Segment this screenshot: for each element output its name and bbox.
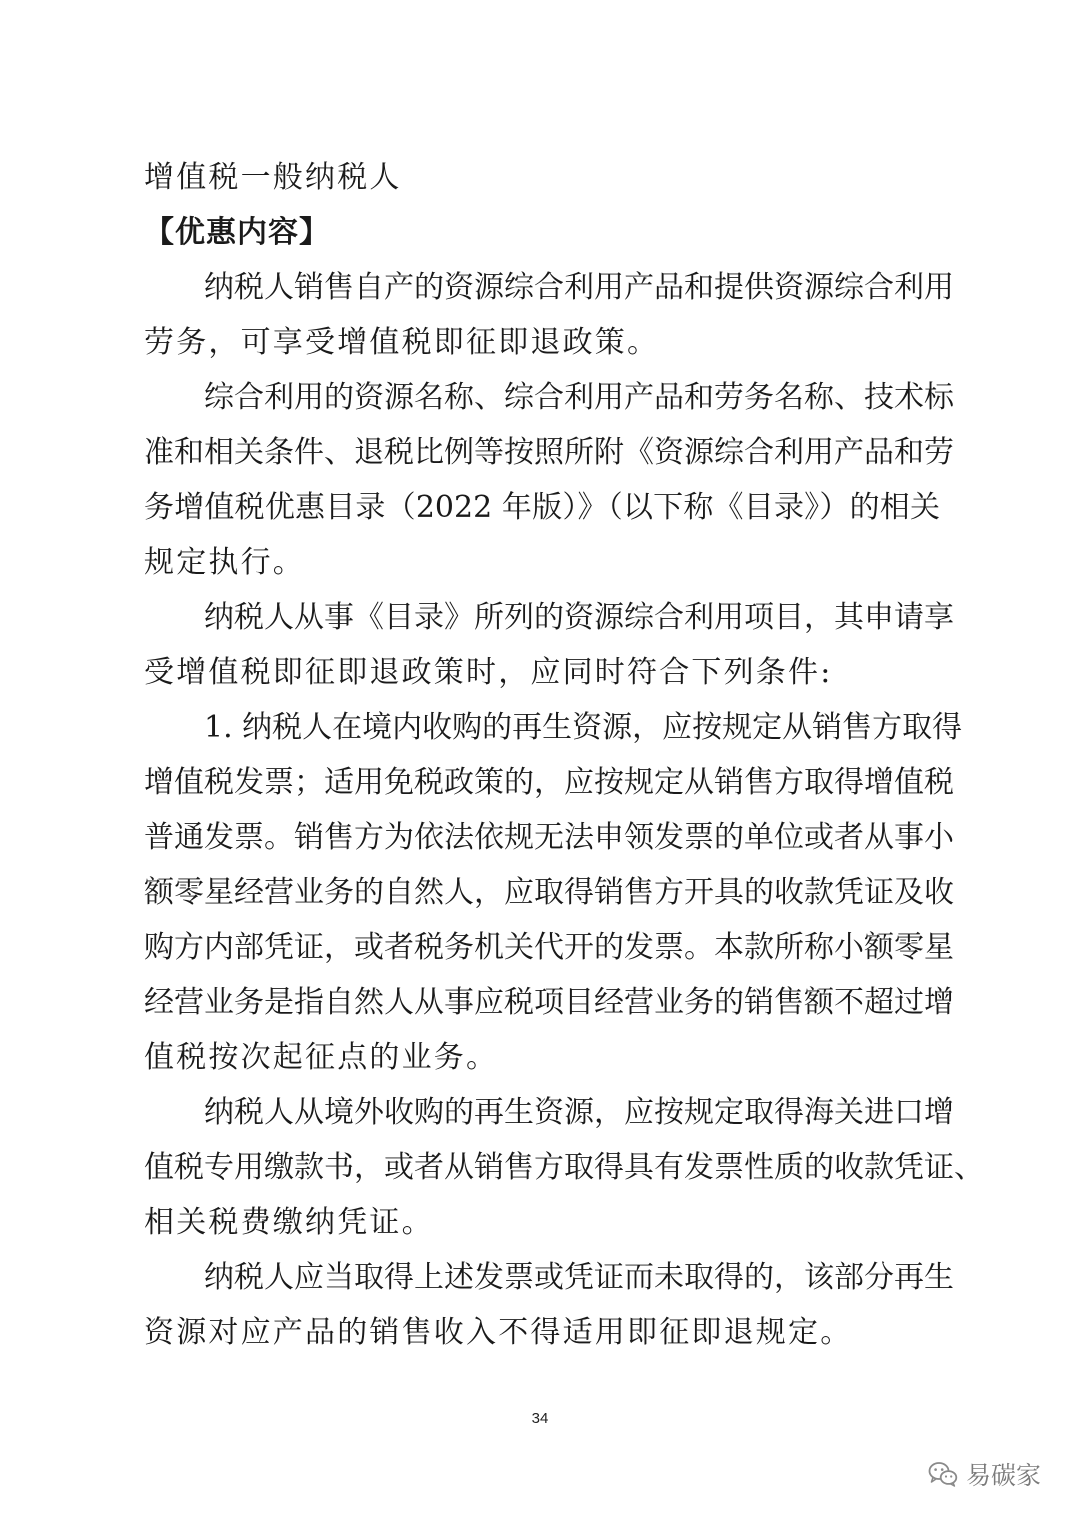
watermark-text: 易碳家: [966, 1461, 1042, 1490]
paragraph-line: 综合利用的资源名称、综合利用产品和劳务名称、技术标: [204, 380, 954, 415]
paragraph-line: 纳税人销售自产的资源综合利用产品和提供资源综合利用: [204, 270, 954, 305]
taxpayer-type-line: 增值税一般纳税人: [144, 160, 402, 195]
paragraph-line: 纳税人从事《目录》所列的资源综合利用项目，其申请享: [204, 600, 954, 635]
paragraph-line: 购方内部凭证，或者税务机关代开的发票。本款所称小额零星: [144, 930, 954, 965]
wechat-icon: [928, 1461, 958, 1487]
paragraph-line: 规定执行。: [144, 545, 305, 580]
paragraph-line: 资源对应产品的销售收入不得适用即征即退规定。: [144, 1315, 853, 1350]
paragraph-line: 值税专用缴款书，或者从销售方取得具有发票性质的收款凭证、: [144, 1150, 984, 1185]
paragraph-line: 额零星经营业务的自然人，应取得销售方开具的收款凭证及收: [144, 875, 954, 910]
paragraph-line: 纳税人从境外收购的再生资源，应按规定取得海关进口增: [204, 1095, 954, 1130]
paragraph-line: 纳税人应当取得上述发票或凭证而未取得的，该部分再生: [204, 1260, 954, 1295]
paragraph-line: 受增值税即征即退政策时，应同时符合下列条件:: [144, 655, 833, 690]
paragraph-line: 1. 纳税人在境内收购的再生资源，应按规定从销售方取得: [204, 710, 963, 745]
paragraph-line: 准和相关条件、退税比例等按照所附《资源综合利用产品和劳: [144, 435, 954, 470]
paragraph-line: 增值税发票；适用免税政策的，应按规定从销售方取得增值税: [144, 765, 954, 800]
paragraph-line: 务增值税优惠目录（2022 年版）》（以下称《目录》）的相关: [144, 490, 940, 525]
paragraph-line: 劳务，可享受增值税即征即退政策。: [144, 325, 660, 360]
page-number: 34: [531, 1410, 549, 1427]
paragraph-line: 普通发票。销售方为依法依规无法申领发票的单位或者从事小: [144, 820, 954, 855]
document-body: [144, 150, 984, 1360]
paragraph-line: 经营业务是指自然人从事应税项目经营业务的销售额不超过增: [144, 985, 954, 1020]
paragraph-line: 相关税费缴纳凭证。: [144, 1205, 434, 1240]
watermark: [928, 1456, 1041, 1492]
paragraph-line: 值税按次起征点的业务。: [144, 1040, 499, 1075]
section-heading: 【优惠内容】: [144, 215, 330, 250]
